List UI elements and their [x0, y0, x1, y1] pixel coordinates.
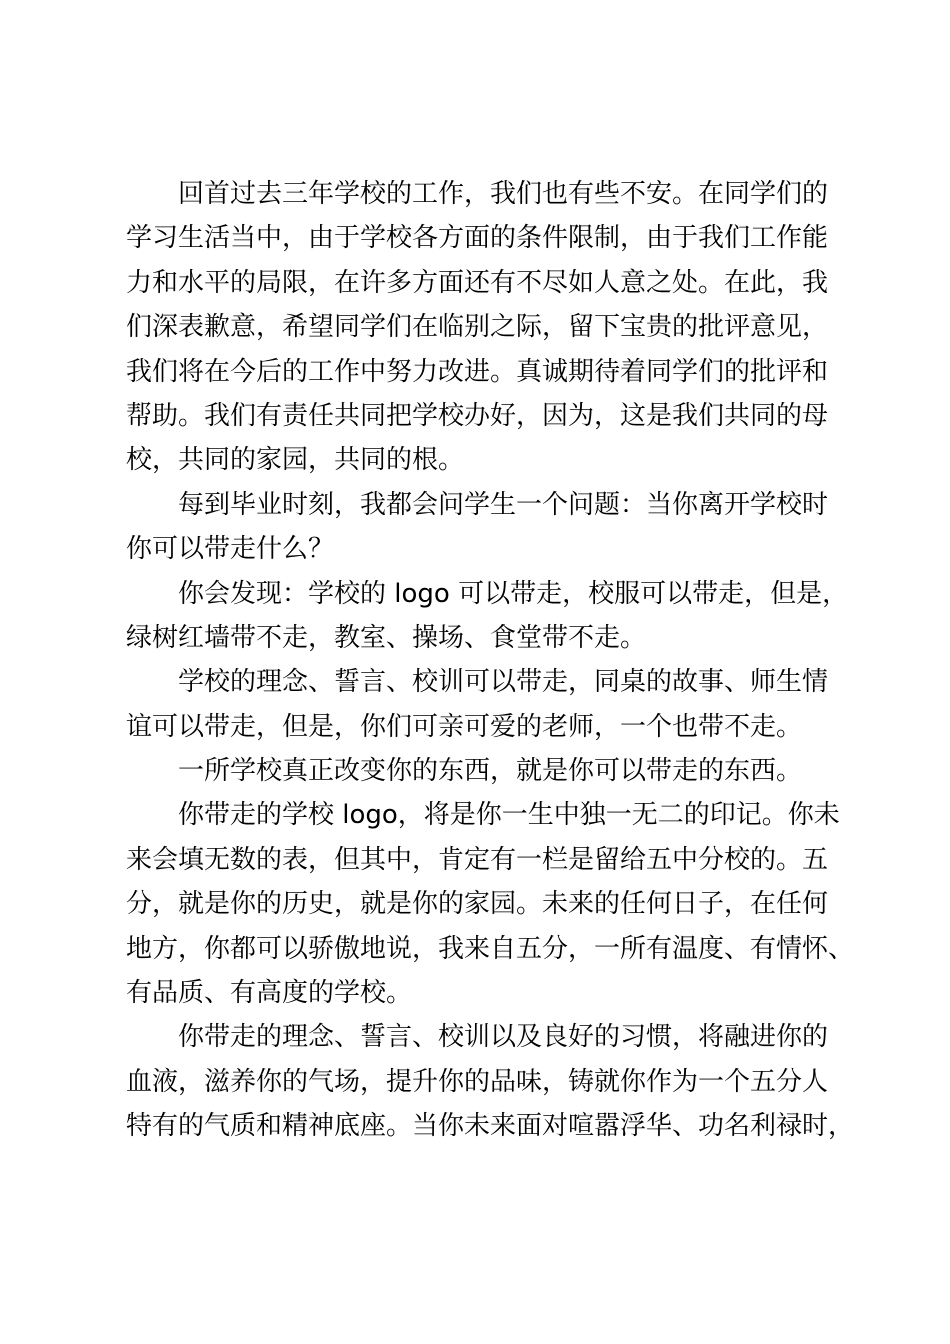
text-line: 学习生活当中，由于学校各方面的条件限制，由于我们工作能	[126, 223, 829, 254]
text-line: 有品质、有高度的学校。	[126, 978, 413, 1009]
text-line: 血液，滋养你的气场，提升你的品味，铸就你作为一个五分人	[126, 1066, 829, 1097]
text-line: 你带走的学校 logo，将是你一生中独一无二的印记。你未	[178, 800, 840, 831]
text-line: 绿树红墙带不走，教室、操场、食堂带不走。	[126, 622, 647, 653]
document-body	[126, 172, 855, 1149]
text-line: 一所学校真正改变你的东西，就是你可以带走的东西。	[178, 756, 803, 787]
text-line: 我们将在今后的工作中努力改进。真诚期待着同学们的批评和	[126, 356, 829, 387]
text-line: 你会发现：学校的 logo 可以带走，校服可以带走，但是，	[178, 578, 849, 609]
text-line: 学校的理念、誓言、校训可以带走，同桌的故事、师生情	[178, 667, 829, 698]
text-line: 你可以带走什么？	[126, 534, 335, 565]
text-line: 分，就是你的历史，就是你的家园。未来的任何日子，在任何	[126, 889, 829, 920]
text-line: 谊可以带走，但是，你们可亲可爱的老师，一个也带不走。	[126, 711, 803, 742]
text-line: 地方，你都可以骄傲地说，我来自五分，一所有温度、有情怀、	[126, 933, 855, 964]
text-line: 帮助。我们有责任共同把学校办好，因为，这是我们共同的母	[126, 400, 829, 431]
text-line: 回首过去三年学校的工作，我们也有些不安。在同学们的	[178, 179, 829, 209]
text-line: 们深表歉意，希望同学们在临别之际，留下宝贵的批评意见，	[126, 312, 829, 343]
text-line: 每到毕业时刻，我都会问学生一个问题：当你离开学校时	[178, 489, 829, 520]
text-line: 力和水平的局限，在许多方面还有不尽如人意之处。在此，我	[126, 267, 829, 298]
text-line: 来会填无数的表，但其中，肯定有一栏是留给五中分校的。五	[126, 844, 829, 875]
text-line: 特有的气质和精神底座。当你未来面对喧嚣浮华、功名利禄时，	[126, 1111, 855, 1142]
text-line: 你带走的理念、誓言、校训以及良好的习惯，将融进你的	[178, 1022, 829, 1053]
text-line: 校，共同的家园，共同的根。	[126, 445, 465, 476]
